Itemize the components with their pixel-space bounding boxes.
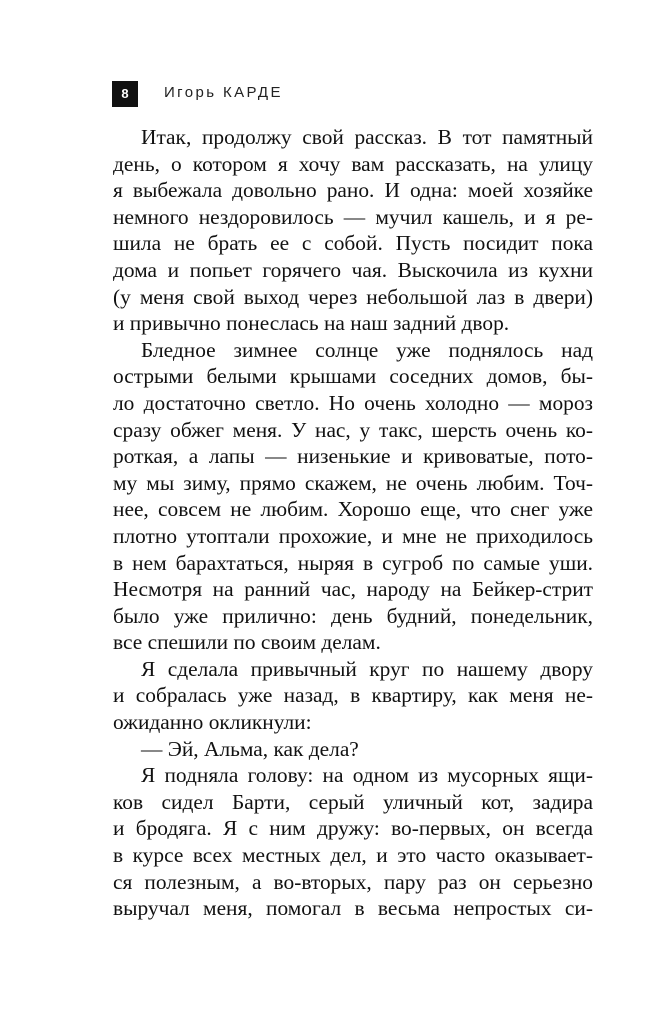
text-line: ся полезным, а во-вторых, пару раз он серьезно: [113, 869, 593, 894]
text-line: немного нездоровилось — мучил кашель, и я ре-: [113, 204, 593, 229]
text-line: в нем барахтаться, ныряя в сугроб по самые уши.: [113, 550, 593, 575]
dialogue-line: — Эй, Альма, как дела?: [141, 736, 359, 761]
text-line: (у меня свой выход через небольшой лаз в двери): [113, 284, 593, 309]
text-line: плотно утоптали прохожие, и мне не приходилось: [113, 523, 593, 548]
text-line: ожиданно окликнули:: [113, 710, 312, 735]
text-line: ков сидел Барти, серый уличный кот, задира: [113, 789, 593, 814]
text-line: Несмотря на ранний час, народу на Бейкер-стрит: [113, 577, 593, 602]
text-line: му мы зиму, прямо скажем, не очень любим. Точ-: [113, 470, 593, 495]
text-line: Итак, продолжу свой рассказ. В тот памятный: [141, 125, 593, 149]
text-line: сразу обжег меня. У нас, у такс, шерсть очень ко-: [113, 417, 593, 442]
main-text: [113, 124, 593, 922]
text-line: и бродяга. Я с ним дружу: во-первых, он всегда: [113, 816, 593, 841]
text-line: Я подняла голову: на одном из мусорных ящи-: [141, 763, 593, 788]
text-line: все спешили по своим делам.: [113, 630, 381, 655]
text-line: выручал меня, помогал в весьма непростых си-: [113, 896, 593, 921]
text-line: нее, совсем не любим. Хорошо еще, что снег уже: [113, 497, 593, 522]
running-title: Игорь КАРДЕ: [164, 84, 283, 101]
text-line: Бледное зимнее солнце уже поднялось над: [141, 337, 593, 362]
page-number: 8: [112, 81, 138, 107]
text-line: день, о котором я хочу вам рассказать, на улицу: [113, 151, 593, 176]
text-line: я выбежала довольно рано. И одна: моей хозяйке: [113, 178, 593, 203]
text-line: шила не брать ее с собой. Пусть посидит пока: [113, 231, 593, 256]
text-line: дома и попьет горячего чая. Выскочила из кухни: [113, 257, 593, 282]
text-line: Я сделала привычный круг по нашему двору: [141, 656, 593, 681]
text-line: ло достаточно светло. Но очень холодно — мороз: [113, 390, 593, 415]
text-line: и собралась уже назад, в квартиру, как меня не-: [113, 683, 593, 708]
text-line: роткая, а лапы — низенькие и кривоватые, пото-: [113, 444, 593, 469]
text-line: в курсе всех местных дел, и это часто оказывает-: [113, 843, 593, 868]
text-line: острыми белыми крышами соседних домов, бы-: [113, 364, 593, 389]
text-line: и привычно понеслась на наш задний двор.: [113, 311, 510, 336]
text-line: было уже прилично: день будний, понедельник,: [113, 603, 593, 628]
